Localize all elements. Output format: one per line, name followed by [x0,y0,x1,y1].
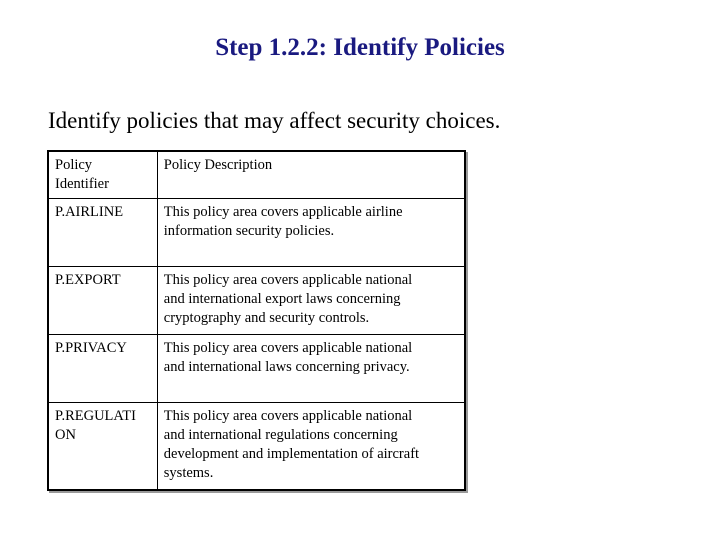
table-row [48,403,465,491]
header-policy-identifier: Policy Identifier [48,151,157,199]
policy-description-cell: This policy area covers applicable national and international regulations concerning development and implementation of aircraft systems. [157,403,465,491]
table-row [48,199,465,267]
table-row [48,335,465,403]
policy-id-cell: P.EXPORT [48,267,157,335]
policy-id-cell: P.REGULATI ON [48,403,157,491]
slide-title: Step 1.2.2: Identify Policies [215,34,505,61]
header-policy-description: Policy Description [157,151,465,199]
policy-id-cell: P.PRIVACY [48,335,157,403]
policy-description-cell: This policy area covers applicable national and international export laws concerning cryptography and security controls. [157,267,465,335]
policy-description-cell: This policy area covers applicable national and international laws concerning privacy. [157,335,465,403]
policy-id-cell: P.AIRLINE [48,199,157,267]
slide-subtitle: Identify policies that may affect security choices. [48,108,501,133]
table-header-row [48,151,465,199]
policy-description-cell: This policy area covers applicable airline information security policies. [157,199,465,267]
policy-table [47,150,466,491]
table-row [48,267,465,335]
